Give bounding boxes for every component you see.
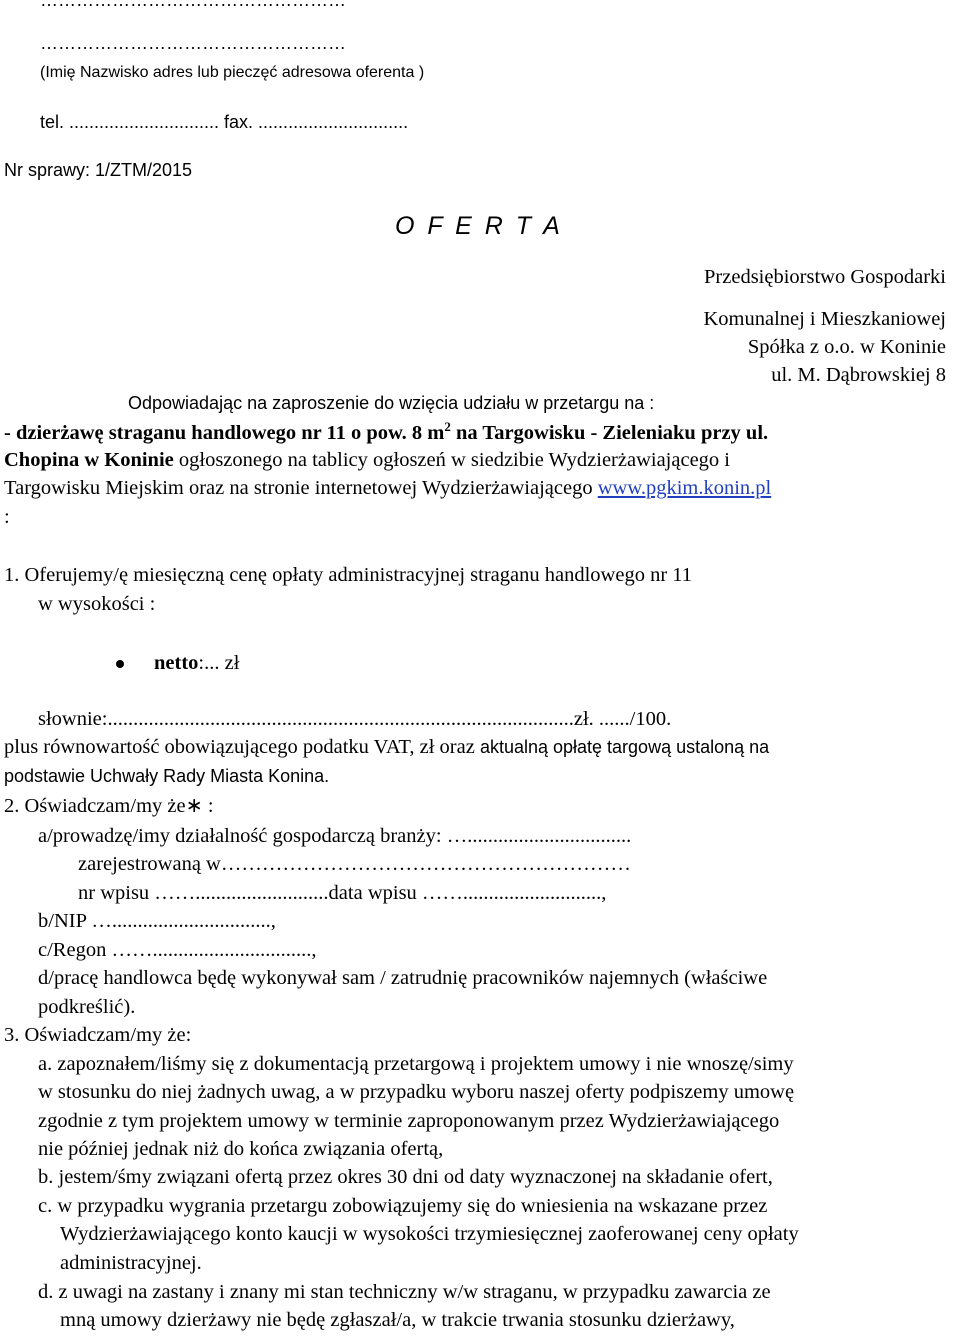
intro-line-1: Odpowiadając na zaproszenie do wzięcia udziału w przetargu na : — [128, 393, 655, 413]
netto-value: :... zł — [198, 652, 240, 674]
section3-c-line-2: Wydzierżawiającego konto kaucji w wysokości trzymiesięcznej zaoferowanej ceny opłaty — [60, 1223, 799, 1245]
recipient-line-1: Przedsiębiorstwo Gospodarki — [704, 266, 946, 288]
intro-line-2a: - dzierżawę straganu handlowego nr 11 o pow. 8 m — [4, 421, 445, 444]
recipient-line-3: Spółka z o.o. w Koninie — [747, 336, 946, 358]
recipient-line-2: Komunalnej i Mieszkaniowej — [703, 308, 946, 330]
section3-c-line-1: c. w przypadku wygrania przetargu zobowiązujemy się do wniesienia na wskazane przez — [38, 1195, 768, 1217]
intro-line-4 — [4, 477, 771, 501]
case-number: Nr sprawy: 1/ZTM/2015 — [4, 160, 193, 180]
slownie-line: słownie:...........................................................................................zł. ....../100. — [38, 708, 672, 730]
name-hint: (Imię Nazwisko adres lub pieczęć adresowa oferenta ) — [40, 64, 425, 81]
section2-regon: c/Regon ……..............................., — [38, 939, 317, 961]
section2-nr-wpisu: nr wpisu ……..........................data wpisu ……..........................., — [78, 882, 607, 904]
netto-row — [116, 652, 239, 676]
intro-line-2b: na Targowisku - Zieleniaku przy ul. — [450, 421, 769, 444]
vat-line-1-serif: plus równowartość obowiązującego podatku VAT, zł oraz — [4, 736, 480, 758]
intro-line-4-text: Targowisku Miejskim oraz na stronie internetowej Wydzierżawiającego — [4, 477, 598, 499]
section3-b: b. jestem/śmy związani ofertą przez okres 30 dni od daty wyznaczonej na składanie ofert, — [38, 1166, 773, 1188]
vat-line-1-sans: aktualną opłatę targową ustaloną na — [479, 737, 770, 757]
section2-registered: zarejestrowaną w…………………………………………………… — [78, 853, 631, 875]
name-dots-line-1: …………………………………………… — [40, 0, 346, 10]
section3-a-line-3: zgodnie z tym projektem umowy w terminie zaproponowanym przez Wydzierżawiającego — [38, 1110, 780, 1132]
tel-fax-line: tel. .............................. fax. .............................. — [40, 112, 409, 132]
section3-heading: 3. Oświadczam/my że: — [4, 1024, 192, 1046]
section2-d-line-1: d/pracę handlowca będę wykonywał sam / zatrudnię pracowników najemnych (właściwe — [38, 967, 768, 989]
name-dots-line-2: …………………………………………… — [40, 33, 346, 53]
netto-label: netto — [154, 652, 199, 674]
vat-line-2: podstawie Uchwały Rady Miasta Konina. — [4, 766, 330, 786]
vat-line-1 — [4, 736, 769, 760]
section2-a: a/prowadzę/imy działalność gospodarczą branży: …................................ — [38, 825, 632, 847]
intro-line-3-bold: Chopina w Koninie — [4, 449, 174, 471]
section1-line-2: w wysokości : — [38, 593, 156, 615]
section2-heading: 2. Oświadczam/my że∗ : — [4, 795, 214, 817]
section3-a-line-1: a. zapoznałem/liśmy się z dokumentacją przetargową i projektem umowy i nie wnoszę/simy — [38, 1053, 794, 1075]
section2-d-line-2: podkreślić). — [38, 996, 136, 1018]
recipient-line-4: ul. M. Dąbrowskiej 8 — [771, 364, 946, 386]
section2-nip: b/NIP …..............................., — [38, 910, 276, 932]
bullet-icon — [116, 660, 124, 668]
section3-a-line-4: nie później jednak niż do końca związania ofertą, — [38, 1138, 444, 1160]
document-title: O F E R T A — [395, 212, 563, 240]
intro-line-2 — [4, 420, 768, 445]
intro-line-3-rest: ogłoszonego na tablicy ogłoszeń w siedzibie Wydzierżawiającego i — [173, 449, 730, 471]
section3-c-line-3: administracyjnej. — [60, 1252, 202, 1274]
section3-a-line-2: w stosunku do niej żadnych uwag, a w przypadku wyboru naszej oferty podpiszemy umowę — [38, 1081, 795, 1103]
intro-line-5: : — [4, 506, 10, 528]
intro-line-3 — [4, 449, 730, 473]
section3-d-line-1: d. z uwagi na zastany i znany mi stan techniczny w/w straganu, w przypadku zawarcia ze — [38, 1281, 771, 1303]
section3-d-line-2: mną umowy dzierżawy nie będę zgłaszał/a, w trakcie trwania stosunku dzierżawy, — [60, 1309, 735, 1331]
section1-line-1: 1. Oferujemy/ę miesięczną cenę opłaty administracyjnej straganu handlowego nr 11 — [4, 564, 693, 586]
website-link[interactable]: www.pgkim.konin.pl — [597, 477, 772, 499]
intro-superscript: 2 — [444, 419, 451, 434]
